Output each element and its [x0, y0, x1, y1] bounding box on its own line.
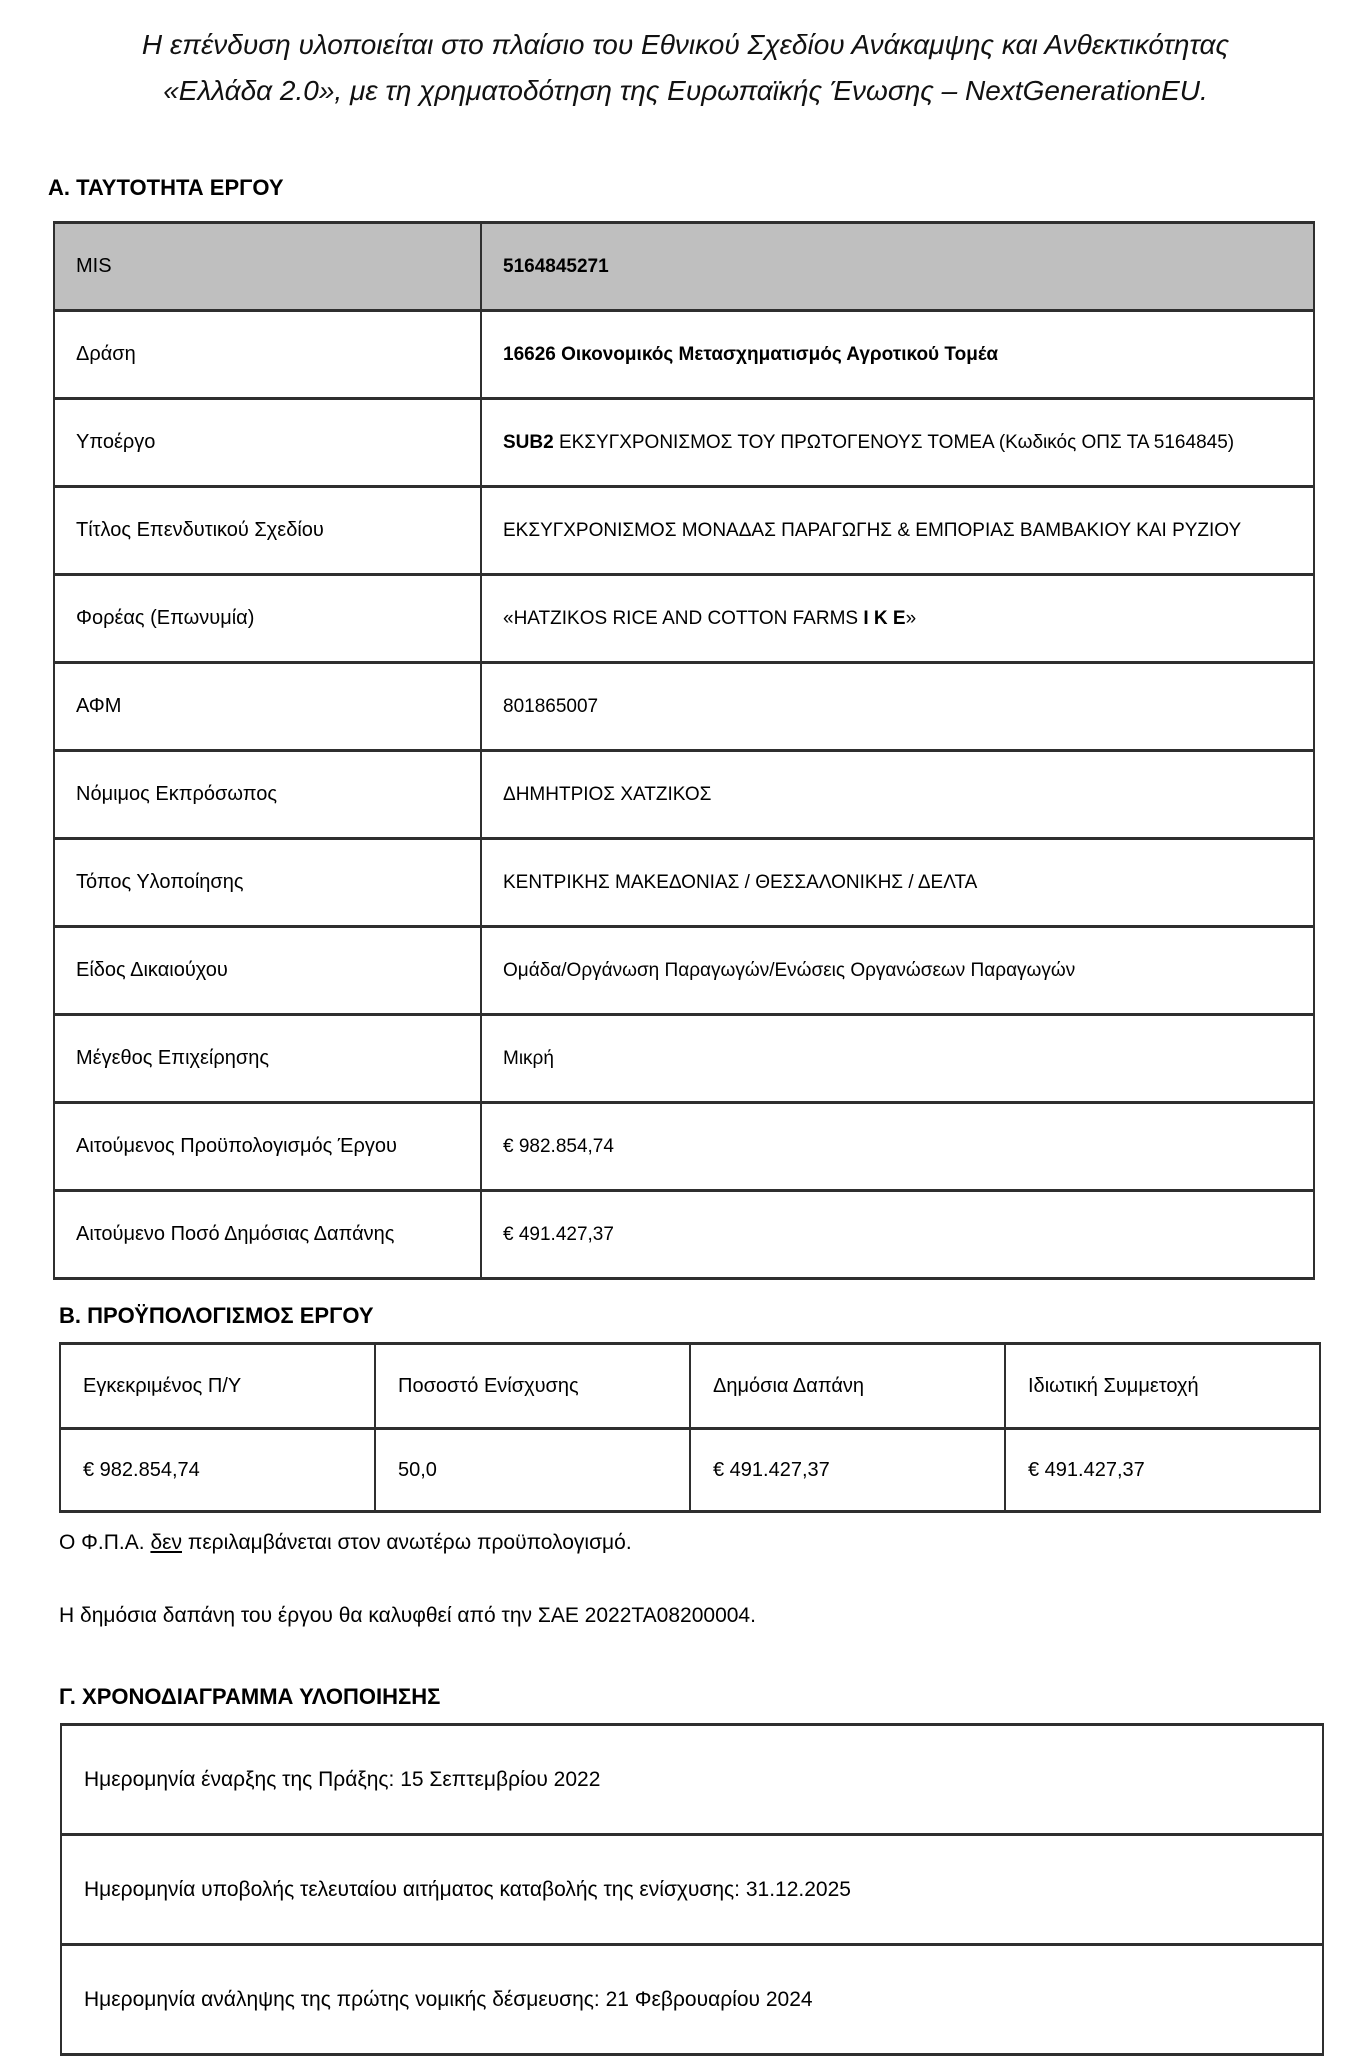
budget-cell-aid-rate: 50,0 [375, 1429, 690, 1512]
vat-note [59, 1529, 1357, 1556]
value-bold-text: 16626 Οικονομικός Μετασχηματισμός Αγροτικού Τομέα [503, 344, 999, 365]
row-value [481, 575, 1314, 663]
budget-col-header: Ιδιωτική Συμμετοχή [1005, 1344, 1320, 1429]
row-value [481, 1191, 1314, 1279]
table-row [54, 1103, 1314, 1191]
row-label: Είδος Δικαιούχου [54, 927, 481, 1015]
value-suffix-text: » [905, 608, 917, 629]
row-label: Τόπος Υλοποίησης [54, 839, 481, 927]
budget-cell-approved: € 982.854,74 [60, 1429, 375, 1512]
section-b-heading: Β. ΠΡΟΫΠΟΛΟΓΙΣΜΟΣ ΕΡΓΟΥ [59, 1303, 374, 1328]
timeline-table [60, 1723, 1324, 2056]
section-c-heading: Γ. ΧΡΟΝΟΔΙΑΓΡΑΜΜΑ ΥΛΟΠΟΙΗΣΗΣ [59, 1684, 441, 1709]
row-label: Νόμιμος Εκπρόσωπος [54, 751, 481, 839]
table-row [61, 1945, 1323, 2055]
value-text: «HATZIKOS RICE AND COTTON FARMS [503, 608, 864, 629]
table-row [54, 223, 1314, 311]
timeline-last-payment-request-date: Ημερομηνία υποβολής τελευταίου αιτήματος καταβολής της ενίσχυσης: 31.12.2025 [61, 1835, 1323, 1945]
row-value [481, 223, 1314, 311]
table-row [54, 751, 1314, 839]
section-a-heading: Α. ΤΑΥΤΟΤΗΤΑ ΕΡΓΟΥ [48, 175, 284, 200]
row-label: Δράση [54, 311, 481, 399]
budget-table [59, 1342, 1321, 1513]
table-row [54, 311, 1314, 399]
value-text: ΕΚΣΥΓΧΡΟΝΙΣΜΟΣ ΜΟΝΑΔΑΣ ΠΑΡΑΓΩΓΗΣ & ΕΜΠΟΡΙΑΣ ΒΑΜΒΑΚΙΟΥ ΚΑΙ ΡΥΖΙΟΥ [503, 520, 1242, 541]
row-value [481, 311, 1314, 399]
budget-col-header: Εγκεκριμένος Π/Υ [60, 1344, 375, 1429]
table-row [54, 1191, 1314, 1279]
value-text: € 491.427,37 [503, 1224, 614, 1245]
funding-statement-line1: Η επένδυση υλοποιείται στο πλαίσιο του Εθνικού Σχεδίου Ανάκαμψης και Ανθεκτικότητας [141, 29, 1230, 60]
value-text: Μικρή [503, 1048, 554, 1069]
row-label: Αιτούμενο Ποσό Δημόσιας Δαπάνης [54, 1191, 481, 1279]
table-row [61, 1835, 1323, 1945]
table-row [54, 663, 1314, 751]
timeline-table-body [61, 1725, 1323, 2055]
row-value [481, 1103, 1314, 1191]
table-row [54, 839, 1314, 927]
value-text: ΚΕΝΤΡΙΚΗΣ ΜΑΚΕΔΟΝΙΑΣ / ΘΕΣΣΑΛΟΝΙΚΗΣ / ΔΕΛΤΑ [503, 872, 978, 893]
budget-col-header: Ποσοστό Ενίσχυσης [375, 1344, 690, 1429]
row-value [481, 487, 1314, 575]
row-label: MIS [54, 223, 481, 311]
row-value [481, 751, 1314, 839]
value-text: Ομάδα/Οργάνωση Παραγωγών/Ενώσεις Οργανώσεων Παραγωγών [503, 960, 1076, 981]
row-label: ΑΦΜ [54, 663, 481, 751]
budget-col-header: Δημόσια Δαπάνη [690, 1344, 1005, 1429]
row-value [481, 1015, 1314, 1103]
value-bold-text: 5164845271 [503, 256, 609, 277]
row-label: Τίτλος Επενδυτικού Σχεδίου [54, 487, 481, 575]
table-row [54, 927, 1314, 1015]
value-suffix-text: ΕΚΣΥΓΧΡΟΝΙΣΜΟΣ ΤΟΥ ΠΡΩΤΟΓΕΝΟΥΣ ΤΟΜΕΑ (Κωδικός ΟΠΣ ΤΑ 5164845) [553, 432, 1235, 453]
timeline-start-date: Ημερομηνία έναρξης της Πράξης: 15 Σεπτεμβρίου 2022 [61, 1725, 1323, 1835]
value-bold-text: SUB2 [503, 432, 554, 453]
table-row [54, 1015, 1314, 1103]
funding-statement-line2: «Ελλάδα 2.0», με τη χρηματοδότηση της Ευρωπαϊκής Ένωσης – NextGenerationEU. [163, 75, 1208, 106]
funding-source-note: Η δημόσια δαπάνη του έργου θα καλυφθεί από την ΣΑΕ 2022ΤΑ08200004. [59, 1604, 756, 1627]
table-row [54, 399, 1314, 487]
identity-table [53, 221, 1315, 1280]
vat-note-post: περιλαμβάνεται στον ανωτέρω προϋπολογισμό. [182, 1531, 632, 1554]
timeline-first-legal-commitment-date: Ημερομηνία ανάληψης της πρώτης νομικής δέσμευσης: 21 Φεβρουαρίου 2024 [61, 1945, 1323, 2055]
vat-note-pre: Ο Φ.Π.Α. [59, 1531, 151, 1554]
funding-statement [44, 0, 1327, 114]
budget-header-row [60, 1344, 1320, 1429]
budget-values-row [60, 1429, 1320, 1512]
vat-note-underlined: δεν [150, 1531, 182, 1554]
row-value [481, 927, 1314, 1015]
budget-cell-public-expense: € 491.427,37 [690, 1429, 1005, 1512]
budget-table-body [60, 1344, 1320, 1512]
budget-cell-private-participation: € 491.427,37 [1005, 1429, 1320, 1512]
table-row [54, 487, 1314, 575]
value-text: ΔΗΜΗΤΡΙΟΣ ΧΑΤΖΙΚΟΣ [503, 784, 712, 805]
row-label: Φορέας (Επωνυμία) [54, 575, 481, 663]
table-row [61, 1725, 1323, 1835]
value-text: € 982.854,74 [503, 1136, 614, 1157]
row-value [481, 399, 1314, 487]
row-label: Μέγεθος Επιχείρησης [54, 1015, 481, 1103]
table-row [54, 575, 1314, 663]
row-label: Αιτούμενος Προϋπολογισμός Έργου [54, 1103, 481, 1191]
row-value [481, 839, 1314, 927]
identity-table-body [54, 223, 1314, 1279]
row-value [481, 663, 1314, 751]
value-text: 801865007 [503, 696, 599, 717]
value-bold-text: Ι Κ Ε [863, 608, 906, 629]
row-label: Υποέργο [54, 399, 481, 487]
